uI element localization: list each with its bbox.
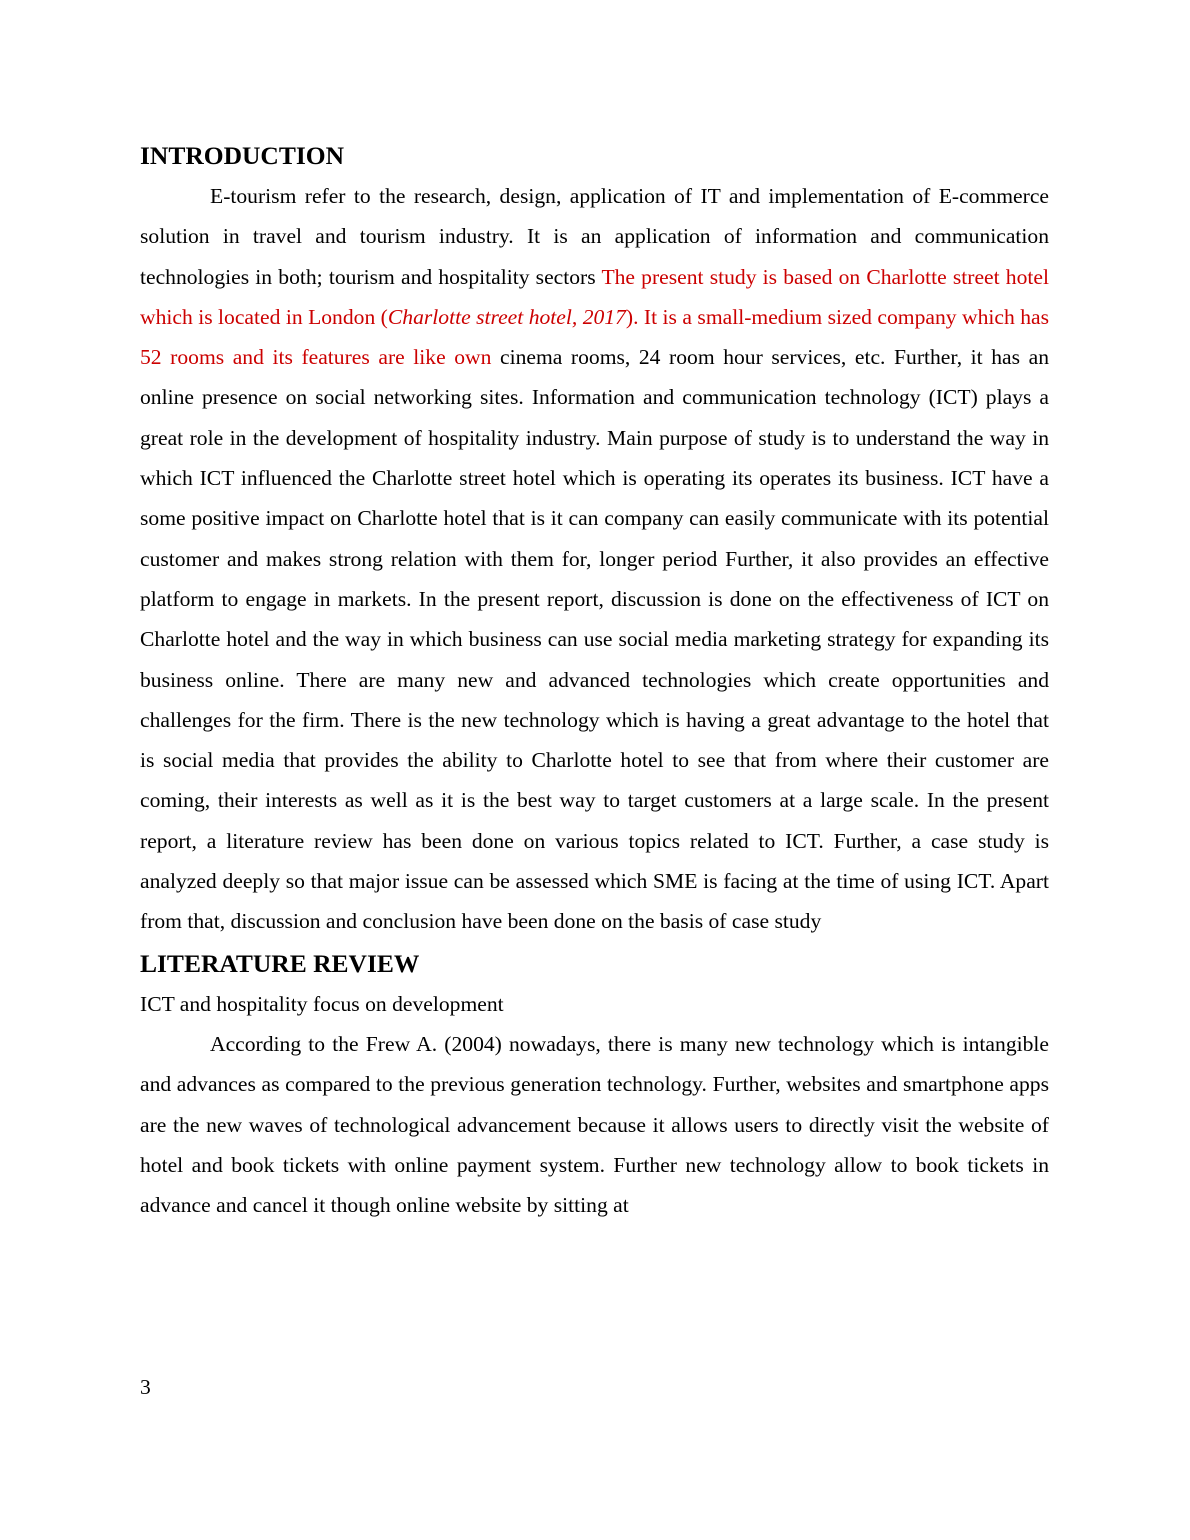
intro-text-part-2: cinema rooms, 24 room hour services, etc. Further, it has an online presence on social networking sites. Information and communication technology (ICT) plays a great role in the development of hospitality industry. Main purpose of study is to understand the way in which ICT influenced the Charlotte street hotel which is operating its operates its business. ICT have a some positive impact on Charlotte hotel that is it can company can easily communicate with its potential customer and makes strong relation with them for, longer period Further, it also provides an effective platform to engage in markets. In the present report, discussion is done on the effectiveness of ICT on Charlotte hotel and the way in which business can use social media marketing strategy for expanding its business online. There are many new and advanced technologies which create opportunities and challenges for the firm. There is the new technology which is having a great advantage to the hotel that is social media that provides the ability to Charlotte hotel to see that from where their customer are coming, their interests as well as it is the best way to target customers at a large scale. In the present report, a literature review has been done on various topics related to ICT. Further, a case study is analyzed deeply so that major issue can be assessed which SME is facing at the time of using ICT. Apart from that, discussion and conclusion have been done on the basis of case study bbox=[140, 345, 1049, 934]
introduction-paragraph bbox=[140, 176, 1049, 942]
page-number: 3 bbox=[140, 1375, 151, 1399]
document-page bbox=[140, 138, 1049, 1225]
literature-subheading: ICT and hospitality focus on development bbox=[140, 991, 504, 1016]
intro-citation: Charlotte street hotel, 2017 bbox=[387, 304, 626, 329]
introduction-heading: INTRODUCTION bbox=[140, 141, 345, 170]
intro-highlight-part-1: The present study is based on Charlotte street hotel which is located in London ( bbox=[140, 264, 1049, 329]
literature-review-heading: LITERATURE REVIEW bbox=[140, 948, 420, 978]
intro-highlight-part-2: ). It is a small-medium sized company which has 52 rooms and its features are like own bbox=[140, 304, 1049, 370]
literature-paragraph: According to the Frew A. (2004) nowadays, there is many new technology which is intangible and advances as compared to the previous generation technology. Further, websites and smartphone apps are the new waves of technological advancement because it allows users to directly visit the website of hotel and book tickets with online payment system. Further new technology allow to book tickets in advance and cancel it though online website by sitting at bbox=[140, 1031, 1049, 1218]
intro-text-part-1: E-tourism refer to the research, design, application of IT and implementation of E-commerce solution in travel and tourism industry. It is an application of information and communication technologies in both; tourism and hospitality sectors bbox=[140, 184, 1049, 289]
